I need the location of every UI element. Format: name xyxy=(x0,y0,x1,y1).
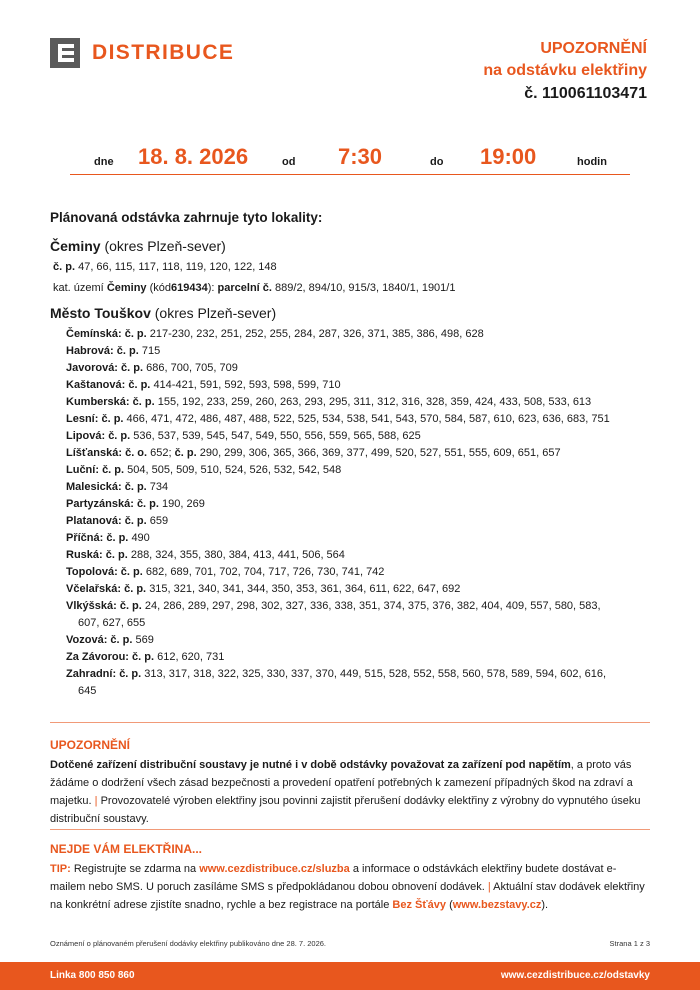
outages-link[interactable]: www.cezdistribuce.cz/odstavky xyxy=(500,970,650,981)
street-item xyxy=(50,547,655,564)
municipality-touskov xyxy=(50,305,655,321)
house-numbers-continued: 645 xyxy=(78,685,97,697)
street-item xyxy=(50,564,655,581)
street-name: Zahradní: xyxy=(66,668,117,680)
number-type: č. p. xyxy=(101,413,124,425)
label-from: od xyxy=(282,156,296,168)
cp-values: 47, 66, 115, 117, 118, 119, 120, 122, 148 xyxy=(78,261,277,273)
parcel-values: 889/2, 894/10, 915/3, 1840/1, 1901/1 xyxy=(275,282,456,294)
number-type: č. o. xyxy=(125,447,148,459)
street-name: Za Závorou: xyxy=(66,651,129,663)
house-numbers: 217-230, 232, 251, 252, 255, 284, 287, 326, 371, 385, 386, 498, 628 xyxy=(149,328,484,340)
number-type: č. p. xyxy=(110,634,133,646)
notice-heading xyxy=(483,38,647,106)
number-type-2: č. p. xyxy=(174,447,197,459)
outage-date: 18. 8. 2026 xyxy=(138,144,249,169)
divider xyxy=(50,829,650,830)
house-numbers: 536, 537, 539, 545, 547, 549, 550, 556, 559, 565, 588, 625 xyxy=(133,430,421,442)
kat-name: Čeminy xyxy=(106,282,147,294)
municipality-ceminy xyxy=(50,238,655,254)
street-item xyxy=(50,360,655,377)
number-type: č. p. xyxy=(132,396,155,408)
brand-logo xyxy=(50,38,234,68)
house-numbers: 715 xyxy=(141,345,161,357)
street-name: Ruská: xyxy=(66,549,103,561)
number-type: č. p. xyxy=(119,600,142,612)
municipality-district: (okres Plzeň-sever) xyxy=(104,238,226,254)
street-item xyxy=(50,649,655,666)
info-text-2: a informace o odstávkách elektřiny budete dostávat e-mailem nebo SMS. U poruch zasíláme SMS s předpokládanou dobou obnovení dodávek. xyxy=(50,863,617,893)
page-number: Strana 1 z 3 xyxy=(609,939,650,948)
brand-name: DISTRIBUCE xyxy=(92,41,235,64)
house-numbers: 24, 286, 289, 297, 298, 302, 327, 336, 338, 351, 374, 375, 376, 382, 404, 409, 557, 580, 583, xyxy=(144,600,601,612)
house-numbers: 612, 620, 731 xyxy=(157,651,225,663)
time-from: 7:30 xyxy=(338,144,383,169)
hotline-number[interactable]: Linka 800 850 860 xyxy=(50,970,135,981)
street-item xyxy=(50,530,655,547)
kat-code: 619434 xyxy=(171,282,208,294)
number-type: č. p. xyxy=(116,345,139,357)
street-item xyxy=(50,632,655,649)
number-type: č. p. xyxy=(124,583,147,595)
street-item xyxy=(50,479,655,496)
ceminy-house-numbers xyxy=(50,259,655,276)
kat-code-prefix: (kód xyxy=(149,282,172,294)
footer-bar xyxy=(0,962,700,990)
warning-text-1: , a proto vás žádáme o dodržení všech zásad bezpečnosti a provedení opatření potřebných k zamezení případných škod na zdraví a majetku. xyxy=(50,759,633,807)
street-name: Habrová: xyxy=(66,345,114,357)
cez-logo-icon xyxy=(50,38,80,68)
number-type: č. p. xyxy=(124,515,147,527)
separator: | xyxy=(94,795,98,807)
house-numbers: 686, 700, 705, 709 xyxy=(146,362,238,374)
street-item xyxy=(50,428,655,445)
house-numbers: 659 xyxy=(149,515,169,527)
locations-intro: Plánovaná odstávka zahrnuje tyto lokality: xyxy=(50,210,323,225)
number-type: č. p. xyxy=(132,651,155,663)
house-numbers-2: 290, 299, 306, 365, 366, 369, 377, 499, 520, 527, 551, 555, 609, 651, 657 xyxy=(199,447,561,459)
street-name: Lesní: xyxy=(66,413,99,425)
tip-label: TIP: xyxy=(50,863,71,875)
divider xyxy=(50,722,650,723)
publication-note xyxy=(50,939,650,948)
cp-label: č. p. xyxy=(53,261,76,273)
street-item xyxy=(50,343,655,360)
number-type: č. p. xyxy=(128,379,151,391)
house-numbers: 682, 689, 701, 702, 704, 717, 726, 730, 741, 742 xyxy=(145,566,385,578)
label-hours: hodin xyxy=(577,156,607,168)
street-item xyxy=(50,411,655,428)
street-name: Vlkýšská: xyxy=(66,600,117,612)
number-type: č. p. xyxy=(124,328,147,340)
street-name: Čemínská: xyxy=(66,328,122,340)
municipality-district: (okres Plzeň-sever) xyxy=(154,305,277,321)
municipality-name: Čeminy xyxy=(50,238,101,254)
house-numbers-continued: 607, 627, 655 xyxy=(78,617,146,629)
info-text-3: Aktuální stav dodávek elektřiny na konkrétní adrese zjistíte snadno, rychle a bez registrace na portále xyxy=(50,881,645,911)
warning-text-2: Provozovatelé výroben elektřiny jsou povinni zajistit přerušení dodávky elektřiny z výrobny do vypnutého úseku distribuční soustavy. xyxy=(50,795,641,825)
number-type: č. p. xyxy=(108,430,131,442)
number-type: č. p. xyxy=(124,481,147,493)
street-name: Malesická: xyxy=(66,481,122,493)
street-item xyxy=(50,394,655,411)
street-name: Luční: xyxy=(66,464,99,476)
number-type: č. p. xyxy=(106,532,129,544)
street-item xyxy=(50,445,655,462)
portal-link[interactable]: www.bezstavy.cz xyxy=(452,899,542,911)
notice-subtitle: na odstávku elektřiny xyxy=(483,62,647,79)
street-item xyxy=(50,377,655,394)
street-name: Příčná: xyxy=(66,532,104,544)
street-item xyxy=(50,513,655,530)
warning-title: UPOZORNĚNÍ xyxy=(50,738,131,752)
portal-close-paren: ). xyxy=(541,899,549,911)
street-name: Javorová: xyxy=(66,362,118,374)
label-to: do xyxy=(430,156,444,168)
street-name: Partyzánská: xyxy=(66,498,134,510)
ceminy-parcels xyxy=(50,280,655,297)
house-numbers: 569 xyxy=(135,634,154,646)
house-numbers: 155, 192, 233, 259, 260, 263, 293, 295, 311, 312, 316, 328, 359, 424, 433, 508, 533, 613 xyxy=(157,396,592,408)
house-numbers: 288, 324, 355, 380, 384, 413, 441, 506, 564 xyxy=(130,549,345,561)
notice-number: č. 110061103471 xyxy=(524,85,647,102)
street-name: Lipová: xyxy=(66,430,106,442)
house-numbers: 414-421, 591, 592, 593, 598, 599, 710 xyxy=(153,379,341,391)
outage-schedule xyxy=(70,145,630,175)
notice-title: UPOZORNĚNÍ xyxy=(540,40,647,57)
number-type: č. p. xyxy=(119,668,142,680)
street-name: Topolová: xyxy=(66,566,118,578)
registration-link[interactable]: www.cezdistribuce.cz/sluzba xyxy=(199,863,350,875)
street-name: Vozová: xyxy=(66,634,108,646)
street-item xyxy=(50,496,655,513)
info-title: NEJDE VÁM ELEKTŘINA... xyxy=(50,842,203,856)
warning-bold-text: Dotčené zařízení distribuční soustavy je nutné i v době odstávky považovat za zařízení pod napětím xyxy=(50,759,571,771)
street-item xyxy=(50,326,655,343)
separator: | xyxy=(487,881,491,893)
municipality-name: Město Touškov xyxy=(50,305,151,321)
parcel-label: parcelní č. xyxy=(217,282,272,294)
locations-section xyxy=(50,210,655,700)
number-type: č. p. xyxy=(136,498,159,510)
portal-open-paren: ( xyxy=(449,899,453,911)
house-numbers: 466, 471, 472, 486, 487, 488, 522, 525, 534, 538, 541, 543, 570, 584, 587, 610, 623, 636, 683, 751 xyxy=(126,413,610,425)
label-day: dne xyxy=(94,156,114,168)
house-numbers: 504, 505, 509, 510, 524, 526, 532, 542, 548 xyxy=(127,464,342,476)
kat-code-suffix: ): xyxy=(207,282,215,294)
kat-prefix: kat. území xyxy=(53,282,104,294)
time-to: 19:00 xyxy=(480,144,537,169)
number-type: č. p. xyxy=(120,566,143,578)
house-numbers: 734 xyxy=(149,481,169,493)
street-item xyxy=(50,666,655,700)
house-numbers: 490 xyxy=(131,532,150,544)
info-section xyxy=(50,840,650,914)
street-item xyxy=(50,598,655,632)
house-numbers: 313, 317, 318, 322, 325, 330, 337, 370, 449, 515, 528, 552, 558, 560, 578, 589, 594, 602, 616, xyxy=(144,668,607,680)
street-name: Líšťanská: xyxy=(66,447,123,459)
street-name: Včelařská: xyxy=(66,583,122,595)
number-type: č. p. xyxy=(102,464,125,476)
info-text-1: Registrujte se zdarma na xyxy=(73,863,197,875)
street-list xyxy=(50,326,655,700)
warning-section xyxy=(50,736,650,828)
number-type: č. p. xyxy=(121,362,144,374)
number-type: č. p. xyxy=(105,549,128,561)
street-name: Platanová: xyxy=(66,515,122,527)
house-numbers: 190, 269 xyxy=(162,498,205,510)
info-text xyxy=(50,860,650,914)
house-numbers: 652; xyxy=(150,447,172,459)
publication-text: Oznámení o plánovaném přerušení dodávky elektřiny publikováno dne 28. 7. 2026. xyxy=(50,939,327,948)
house-numbers: 315, 321, 340, 341, 344, 350, 353, 361, 364, 611, 622, 647, 692 xyxy=(149,583,461,595)
warning-text xyxy=(50,756,650,828)
street-name: Kaštanová: xyxy=(66,379,126,391)
portal-name: Bez Šťávy xyxy=(392,899,446,911)
street-item xyxy=(50,462,655,479)
street-name: Kumberská: xyxy=(66,396,130,408)
street-item xyxy=(50,581,655,598)
